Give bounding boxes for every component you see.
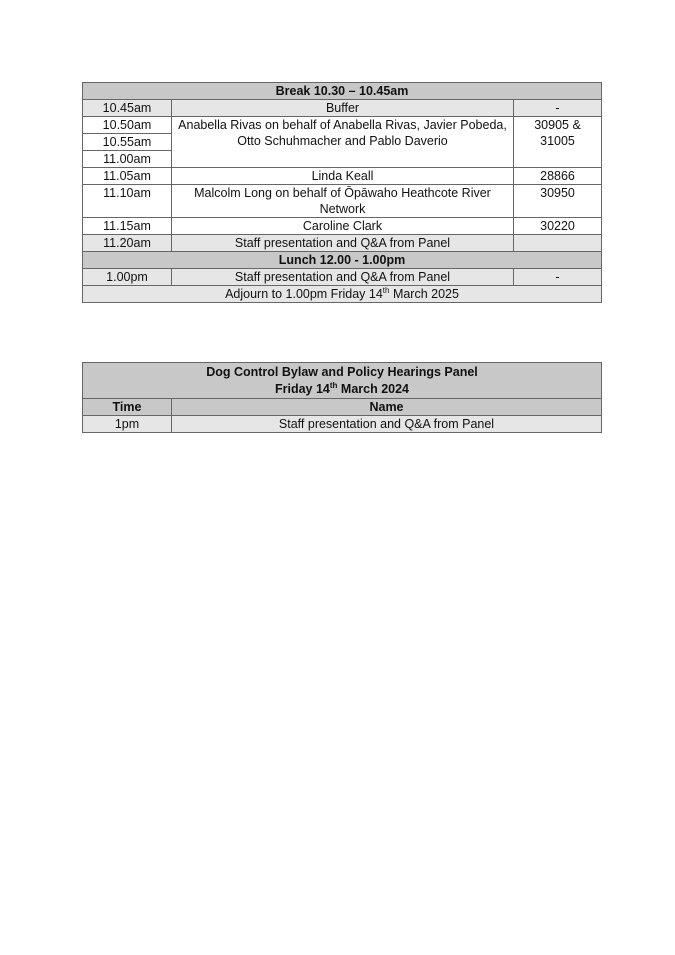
name-cell: Staff presentation and Q&A from Panel — [172, 235, 514, 252]
col-time-header: Time — [83, 399, 172, 416]
panel-title: Dog Control Bylaw and Policy Hearings Panel — [206, 365, 478, 379]
ref-cell: 30905 & 31005 — [514, 117, 602, 168]
break-row — [83, 83, 602, 100]
ref-cell: 28866 — [514, 168, 602, 185]
ref-cell: - — [514, 269, 602, 286]
hearing-schedule-table — [82, 82, 602, 303]
name-cell: Anabella Rivas on behalf of Anabella Rivas, Javier Pobeda, Otto Schuhmacher and Pablo Daverio — [172, 117, 514, 168]
adjourn-ordinal: th — [382, 285, 390, 295]
time-cell: 10.45am — [83, 100, 172, 117]
adjourn-cell — [83, 286, 602, 303]
time-cell: 1pm — [83, 416, 172, 433]
panel-table — [82, 362, 602, 433]
time-cell: 11.20am — [83, 235, 172, 252]
ref-cell: - — [514, 100, 602, 117]
table-row — [83, 235, 602, 252]
break-header: Break 10.30 – 10.45am — [83, 83, 602, 100]
ref-cell — [514, 235, 602, 252]
ref-cell: 30220 — [514, 218, 602, 235]
table-row — [83, 117, 602, 134]
name-cell: Buffer — [172, 100, 514, 117]
ref-cell: 30950 — [514, 185, 602, 218]
name-cell: Malcolm Long on behalf of Ōpāwaho Heathcote River Network — [172, 185, 514, 218]
name-cell: Staff presentation and Q&A from Panel — [172, 416, 602, 433]
time-cell: 11.15am — [83, 218, 172, 235]
table-row — [83, 269, 602, 286]
name-cell: Staff presentation and Q&A from Panel — [172, 269, 514, 286]
column-header-row — [83, 399, 602, 416]
adjourn-row — [83, 286, 602, 303]
lunch-header: Lunch 12.00 - 1.00pm — [83, 252, 602, 269]
table-row — [83, 218, 602, 235]
adjourn-text: Adjourn to 1.00pm Friday 14 — [225, 287, 383, 301]
time-cell: 11.05am — [83, 168, 172, 185]
panel-date: Friday 14th March 2024 — [274, 380, 410, 396]
name-cell: Caroline Clark — [172, 218, 514, 235]
time-cell: 1.00pm — [83, 269, 172, 286]
panel-title-cell — [83, 363, 602, 399]
time-cell: 10.55am — [83, 134, 172, 151]
time-cell: 10.50am — [83, 117, 172, 134]
table-row — [83, 416, 602, 433]
adjourn-text-rest: March 2025 — [389, 287, 459, 301]
table-row — [83, 168, 602, 185]
table-row — [83, 100, 602, 117]
name-cell: Linda Keall — [172, 168, 514, 185]
col-name-header: Name — [172, 399, 602, 416]
time-cell: 11.10am — [83, 185, 172, 218]
lunch-row — [83, 252, 602, 269]
table-row — [83, 185, 602, 218]
panel-header-row — [83, 363, 602, 399]
time-cell: 11.00am — [83, 151, 172, 168]
